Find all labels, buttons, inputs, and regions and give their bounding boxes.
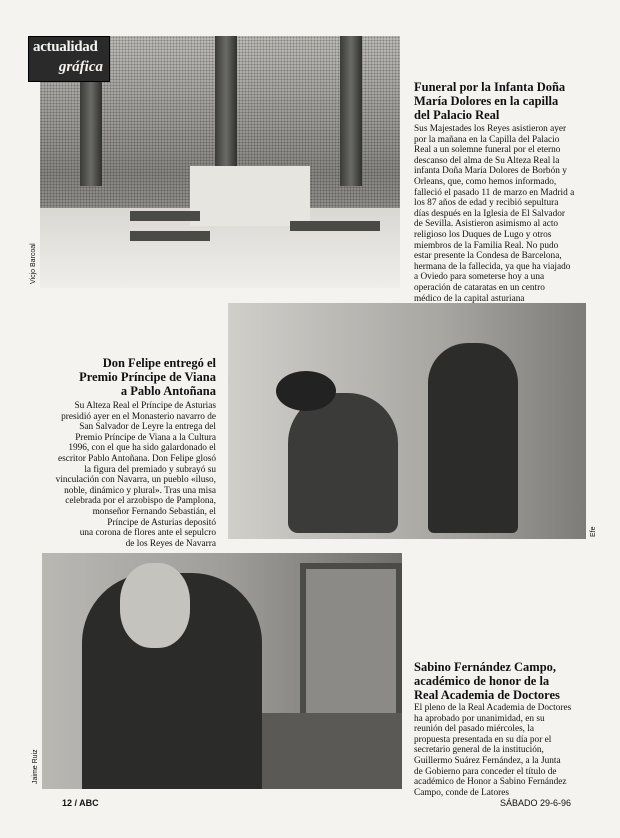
text-line: de Sevilla. Asistieron asimismo al acto	[414, 219, 559, 230]
text-line: vinculación con Navarra, un pueblo «iluso,	[55, 475, 216, 486]
text-line: propuesta presentada en su día por el	[414, 734, 552, 745]
story3-headline	[414, 660, 608, 702]
story1-headline	[414, 80, 604, 122]
story2-headline	[30, 356, 216, 398]
text-line: escritor Pablo Antoñana. Don Felipe glosó	[57, 453, 216, 464]
text-line: hermana de la fallecida, ya que ha viajado	[414, 261, 571, 272]
text-line: estar presente la Condesa de Barcelona,	[414, 251, 562, 262]
photo-credit-3: Jaime Ruiz	[32, 749, 39, 784]
text-line: ha aprobado por unanimidad, en su	[414, 713, 545, 724]
academic-photo	[42, 553, 402, 789]
story1-body	[414, 124, 610, 304]
text-line: académico de Honor a Sabino Fernández	[414, 777, 567, 788]
text-line: secretario general de la institución,	[414, 745, 544, 756]
text-line: Premio Príncipe de Viana	[79, 370, 216, 384]
text-line: médico de la capital asturiana	[414, 293, 525, 304]
text-line: El pleno de la Real Academia de Doctores	[414, 703, 572, 713]
text-line: San Salvador de Leyre la entrega del	[79, 422, 216, 433]
text-line: la figura del premiado y subrayó su	[84, 464, 216, 475]
section-label-1: actualidad	[33, 39, 98, 55]
text-line: por la mañana en la Capilla del Palacio	[414, 134, 560, 145]
text-line: operación de cataratas en un centro	[414, 282, 545, 293]
text-line: del Palacio Real	[414, 108, 500, 122]
text-line: religioso los Duques de Lugo y otros	[414, 229, 552, 240]
text-line: reunión del pasado miércoles, la	[414, 724, 535, 735]
text-line: presidió ayer en el Monasterio navarro de	[61, 411, 216, 422]
text-line: Real Academia de Doctores	[414, 688, 560, 702]
issue-date: SÁBADO 29-6-96	[500, 798, 572, 808]
text-line: miembros de la Familia Real. No pudo	[414, 240, 559, 251]
text-line: 1996, con el que ha sido galardonado el	[68, 443, 216, 454]
text-line: noble, dinámico y plural». Tras una misa	[64, 485, 216, 496]
text-line: una corona de flores ante el sepulcro	[79, 528, 216, 539]
text-line: a Oviedo para someterse hoy a una	[414, 272, 545, 283]
text-line: Orleans, que, como hemos informado,	[414, 176, 557, 187]
text-line: infanta Doña María Dolores de Borbón y	[414, 166, 567, 177]
text-line: falleció el pasado 11 de marzo en Madrid a	[414, 187, 575, 198]
story3-body	[414, 703, 610, 798]
photo-credit-1: Vicjo Barcoal	[30, 243, 37, 284]
text-line: a Pablo Antoñana	[120, 384, 216, 398]
text-line: de los Reyes de Navarra	[125, 538, 216, 549]
text-line: Don Felipe entregó el	[102, 356, 216, 370]
text-line: monseñor Fernando Sebastián, el	[92, 506, 216, 517]
text-line: Sus Majestades los Reyes asistieron ayer	[414, 124, 567, 134]
story2-body	[20, 401, 216, 549]
text-line: Real a un solemne funeral por el eterno	[414, 145, 561, 156]
text-line: Campo, conde de Latores	[414, 787, 510, 798]
text-line: Premio Príncipe de Viana a la Cultura	[75, 432, 216, 443]
text-line: los 87 años de edad y recibió sepultura	[414, 198, 559, 209]
text-line: académico de honor de la	[414, 674, 550, 688]
page-number: 12 / ABC	[62, 798, 99, 808]
photo-credit-2: Efe	[590, 526, 597, 537]
section-label-2: gráfica	[58, 59, 103, 75]
text-line: Su Alteza Real el Príncipe de Asturias	[74, 401, 216, 411]
text-line: María Dolores en la capilla	[414, 94, 559, 108]
text-line: días después en la Iglesia de El Salvador	[414, 208, 566, 219]
text-line: Guillermo Suárez Fernández, a la Junta	[414, 755, 561, 766]
text-line: celebrada por el arzobispo de Pamplona,	[65, 496, 216, 507]
text-line: Sabino Fernández Campo,	[414, 660, 557, 674]
text-line: Príncipe de Asturias depositó	[107, 517, 216, 528]
section-badge	[28, 36, 110, 82]
prize-photo	[228, 303, 586, 539]
text-line: de Gobierno para conceder el título de	[414, 766, 557, 777]
text-line: descanso del alma de Su Alteza Real la	[414, 155, 560, 166]
text-line: Funeral por la Infanta Doña	[414, 80, 566, 94]
